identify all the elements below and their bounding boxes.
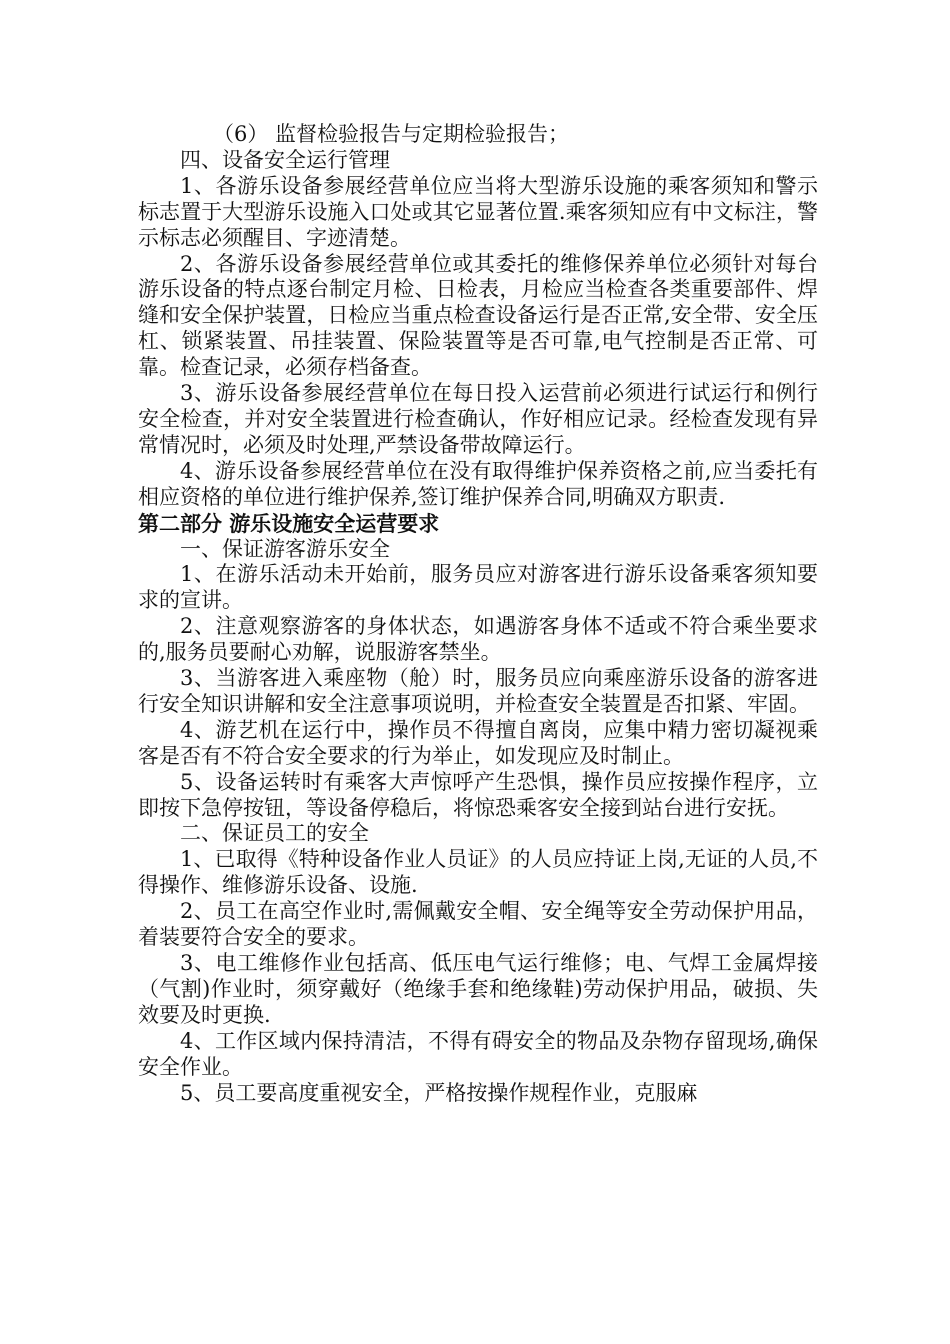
paragraph: 5、设备运转时有乘客大声惊呼产生恐惧，操作员应按操作程序，立即按下急停按钮，等设备停稳后，将惊恐乘客安全接到站台进行安抚。 — [138, 769, 818, 820]
paragraph: 3、游乐设备参展经营单位在每日投入运营前必须进行试运行和例行安全检查，并对安全装置进行检查确认，作好相应记录。经检查发现有异常情况时，必须及时处理,严禁设备带故障运行。 — [138, 381, 818, 457]
section-heading-1: 一、保证游客游乐安全 — [180, 536, 390, 561]
paragraph: 4、游艺机在运行中，操作员不得擅自离岗，应集中精力密切凝视乘客是否有不符合安全要求的行为举止，如发现应及时制止。 — [138, 717, 818, 768]
paragraph: 2、员工在高空作业时,需佩戴安全帽、安全绳等安全劳动保护用品，着装要符合安全的要求。 — [138, 899, 818, 950]
paragraph: 3、电工维修作业包括高、低压电气运行维修；电、气焊工金属焊接（气割)作业时，须穿戴好（绝缘手套和绝缘鞋)劳动保护用品，破损、失效要及时更换. — [138, 951, 818, 1027]
paragraph-item-6: （6） 监督检验报告与定期检验报告； — [213, 122, 570, 146]
paragraph: 2、注意观察游客的身体状态，如遇游客身体不适或不符合乘坐要求的,服务员要耐心劝解，说服游客禁坐。 — [138, 614, 818, 665]
paragraph: 2、各游乐设备参展经营单位或其委托的维修保养单位必须针对每台游乐设备的特点逐台制定月检、日检表，月检应当检查各类重要部件、焊缝和安全保护装置，日检应当重点检查设备运行是否正常,安全带、安全压杠、锁紧装置、吊挂装置、保险装置等是否可靠,电气控制是否正常、可靠。检查记录，必须存档备查。 — [138, 251, 818, 380]
paragraph: 4、工作区域内保持清洁，不得有碍安全的物品及杂物存留现场,确保安全作业。 — [138, 1028, 818, 1079]
document-body — [138, 122, 818, 1106]
section-heading-4: 四、设备安全运行管理 — [180, 147, 390, 172]
paragraph: 1、各游乐设备参展经营单位应当将大型游乐设施的乘客须知和警示标志置于大型游乐设施入口处或其它显著位置.乘客须知应有中文标注，警示标志必须醒目、字迹清楚。 — [138, 173, 818, 250]
paragraph: 1、在游乐活动未开始前，服务员应对游客进行游乐设备乘客须知要求的宣讲。 — [138, 562, 818, 613]
section-heading-2: 二、保证员工的安全 — [180, 821, 369, 846]
part-two-title: 第二部分 游乐设施安全运营要求 — [138, 510, 440, 536]
paragraph: 3、当游客进入乘座物（舱）时，服务员应向乘座游乐设备的游客进行安全知识讲解和安全注意事项说明，并检查安全装置是否扣紧、牢固。 — [138, 666, 818, 716]
paragraph: 4、游乐设备参展经营单位在没有取得维护保养资格之前,应当委托有相应资格的单位进行维护保养,签订维护保养合同,明确双方职责. — [138, 458, 818, 509]
paragraph: 5、员工要高度重视安全，严格按操作规程作业，克服麻 — [180, 1080, 698, 1105]
paragraph: 1、已取得《特种设备作业人员证》的人员应持证上岗,无证的人员,不得操作、维修游乐设备、设施. — [138, 847, 818, 898]
